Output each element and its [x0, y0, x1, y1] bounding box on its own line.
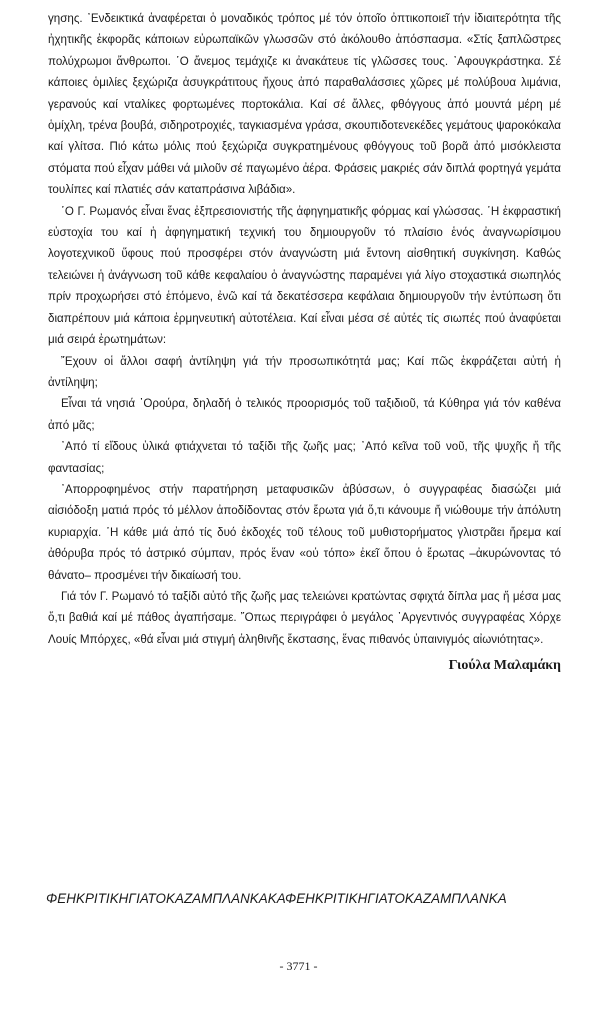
paragraph-2: ῾Ο Γ. Ρωμανός εἶναι ἕνας ἐξπρεσιονιστής τῆς ἀφηγηματικῆς φόρμας καί γλώσσας. ῾Η ἐκφραστική εὐστοχία του καί ἡ ἀφηγηματική τεχνική του δημιουργοῦν τό πλαίσιο ἑνός ἀναγνωρίσιμου λογοτεχνικοῦ ὕφους πού προσφέρει στόν ἀναγνώστη μιά ἔντονη αἰσθητική συγκίνηση. Καθώς τελειώνει ἡ ἀνάγνωση τοῦ κάθε κεφαλαίου ὁ ἀναγνώστης παραμένει γιά λίγο στοχαστικά σιωπηλός πρίν προχωρήσει στό ἑπόμενο, ἐνῶ καί τά δεκατέσσερα κεφάλαια δημιουργοῦν τήν ἐντύπωση ὅτι διαπρέπουν μιά κάποια ἑρμηνευτική αὐτοτέλεια. Καί εἶναι μέσα σέ αὐτές τίς σιωπές πού ἀναφύεται μιά σειρά ἐρωτημάτων: [48, 204, 561, 347]
publication-banner: ΦΕΗΚΡΙΤΙΚΗΓΙΑΤΟΚΑΖΑΜΠΛΑΝΚΑΚΑΦΕΗΚΡΙΤΙΚΗΓΙΑΤΟΚΑΖΑΜΠΛΑΝΚΑ [46, 891, 507, 906]
paragraph-4: Εἶναι τά νησιά ᾿Ορούρα, δηλαδή ὁ τελικός προορισμός τοῦ ταξιδιοῦ, τά Κύθηρα γιά τόν καθένα ἀπό μᾶς; [48, 397, 561, 432]
paragraph-7: Γιά τόν Γ. Ρωμανό τό ταξίδι αὐτό τῆς ζωῆς μας τελειώνει κρατώντας σφιχτά δίπλα μας ἤ μέσα μας ὅ,τι βαθιά καί μέ πάθος ἀγαπήσαμε. ῞Οπως περιγράφει ὁ μεγάλος ᾿Αργεντινός συγγραφέας Χόρχε Λουίς Μπόρχες, «θά εἶναι μιά στιγμή ἀληθινῆς ἔκστασης, ἕνας πιθανός ὑπαινιγμός αἰωνιότητας». [48, 589, 561, 646]
author-signature: Γιούλα Μαλαμάκη [448, 658, 561, 674]
paragraph-6: ᾿Απορροφημένος στήν παρατήρηση μεταφυσικῶν ἀβύσσων, ὁ συγγραφέας διασώζει μιά αἰσιόδοξη ματιά πρός τό μέλλον ἀποδίδοντας στόν ἔρωτα γιά ὅ,τι κάνουμε ἤ νιώθουμε τήν ἀπόλυτη κυριαρχία. ῾Η κάθε μιά ἀπό τίς δυό ἐκδοχές τοῦ τέλους τοῦ μυθιστορήματος γλιστρᾶει ἤρεμα καί ἀθόρυβα πρός τό ἀστρικό σύμπαν, πρός ἕναν «οὐ τόπο» ἐκεῖ ὅπου ὁ ἔρωτας –ἀκυρώνοντας τό θάνατο– προσμένει τήν δικαίωσή του. [48, 482, 561, 582]
paragraph-3: ῎Εχουν οἱ ἄλλοι σαφή ἀντίληψη γιά τήν προσωπικότητά μας; Καί πῶς ἐκφράζεται αὐτή ἡ ἀντίληψη; [48, 354, 561, 389]
page-number: - 3771 - [279, 959, 318, 973]
paragraph-1: γησης. ᾿Ενδεικτικά ἀναφέρεται ὁ μοναδικός τρόπος μέ τόν ὁποῖο ὀπτικοποιεῖ τήν ἰδιαιτερότητα τῆς ἠχητικῆς ἐκφορᾶς κάποιων εὐρωπαϊκῶν γλωσσῶν στό ἀκόλουθο ἀπόσπασμα. «Στίς ξαπλῶστρες πολύχρωμοι ἄνθρωποι. ῾Ο ἄνεμος τεμάχιζε κι ἀνακάτευε τίς γλῶσσες τους. ᾿Αφουγκράστηκα. Σέ κάποιες ὁμιλίες ξεχώριζα ἀσυγκράτιτους ἤχους ἀπό παραθαλάσσιες χῶρες μέ πολύβουα λιμάνια, γερανούς καί νταλίκες φορτωμένες πορτοκάλια. Καί σέ ἄλλες, φθόγγους ἀπό μουντά μέρη μέ ὁμίχλη, τρένα βουβά, σιδηροτροχιές, ταγκιασμένα γράσα, σκουπιδοτενεκέδες γεμάτους ψαροκόκαλα καί γλίτσα. Πιό κάτω μόλις πού ξεχώριζα συγκρατημένους φθόγγους τοῦ βορᾶ ἀπό μισόκλειστα στόματα πού εἶχαν μάθει νά μιλοῦν σέ παγωμένο ἀέρα. Φράσεις μακριές σάν διπλά φορτηγά γεμάτα τουλίπες καί πλατιές σάν καταπράσινα λιβάδια». [48, 12, 561, 197]
paragraph-5: ᾿Από τί εἴδους ὑλικά φτιάχνεται τό ταξίδι τῆς ζωῆς μας; ᾿Από κεῖνα τοῦ νοῦ, τῆς ψυχῆς ἤ τῆς φαντασίας; [48, 440, 561, 475]
article-body [48, 8, 561, 676]
